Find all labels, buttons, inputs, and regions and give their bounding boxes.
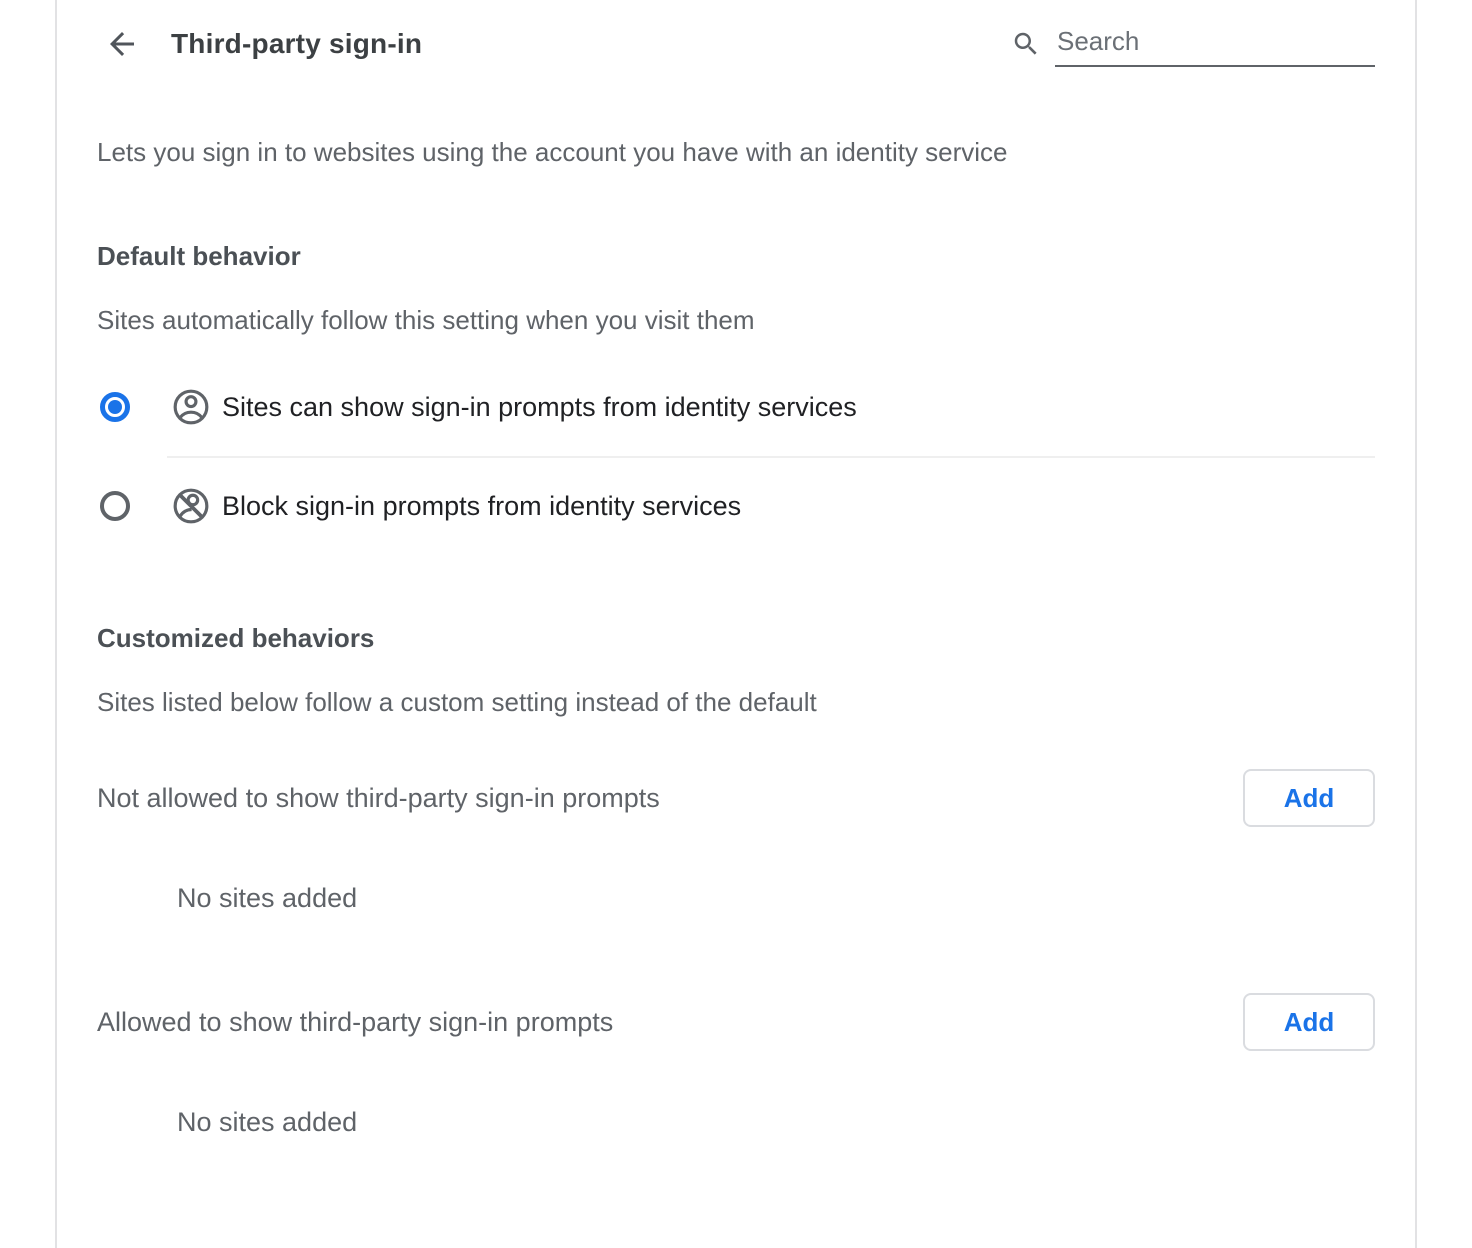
radio-unselected[interactable]	[100, 491, 130, 521]
default-behavior-subheading: Sites automatically follow this setting when you visit them	[97, 305, 755, 335]
radio-option-allow-signin[interactable]	[97, 377, 1375, 437]
blocked-sites-title: Not allowed to show third-party sign-in prompts	[97, 782, 660, 813]
blocked-account-icon	[172, 487, 210, 525]
page-description: Lets you sign in to websites using the account you have with an identity service	[97, 137, 1008, 167]
radio-selected[interactable]	[100, 392, 130, 422]
search-field	[1011, 21, 1375, 67]
radio-label: Block sign-in prompts from identity services	[222, 490, 742, 521]
allowed-sites-section	[97, 993, 1375, 1051]
account-circle-icon	[172, 388, 210, 426]
customized-behaviors-subheading: Sites listed below follow a custom setting instead of the default	[97, 687, 817, 717]
arrow-back-icon	[104, 26, 140, 62]
add-allowed-site-button[interactable]: Add	[1243, 993, 1375, 1051]
divider	[167, 456, 1375, 458]
add-blocked-site-button[interactable]: Add	[1243, 769, 1375, 827]
allowed-sites-empty-state: No sites added	[177, 1107, 358, 1137]
customized-behaviors-heading: Customized behaviors	[97, 623, 375, 653]
default-behavior-heading: Default behavior	[97, 241, 301, 271]
search-input[interactable]	[1055, 21, 1375, 67]
allowed-sites-title: Allowed to show third-party sign-in prompts	[97, 1006, 614, 1037]
search-icon	[1011, 29, 1041, 59]
blocked-sites-section	[97, 769, 1375, 827]
settings-page	[55, 0, 1417, 1248]
radio-option-block-signin[interactable]	[97, 476, 1375, 536]
blocked-sites-empty-state: No sites added	[177, 883, 358, 913]
radio-label: Sites can show sign-in prompts from identity services	[222, 391, 857, 422]
back-button[interactable]	[102, 24, 142, 64]
page-header	[97, 0, 1375, 88]
page-title: Third-party sign-in	[171, 28, 423, 59]
